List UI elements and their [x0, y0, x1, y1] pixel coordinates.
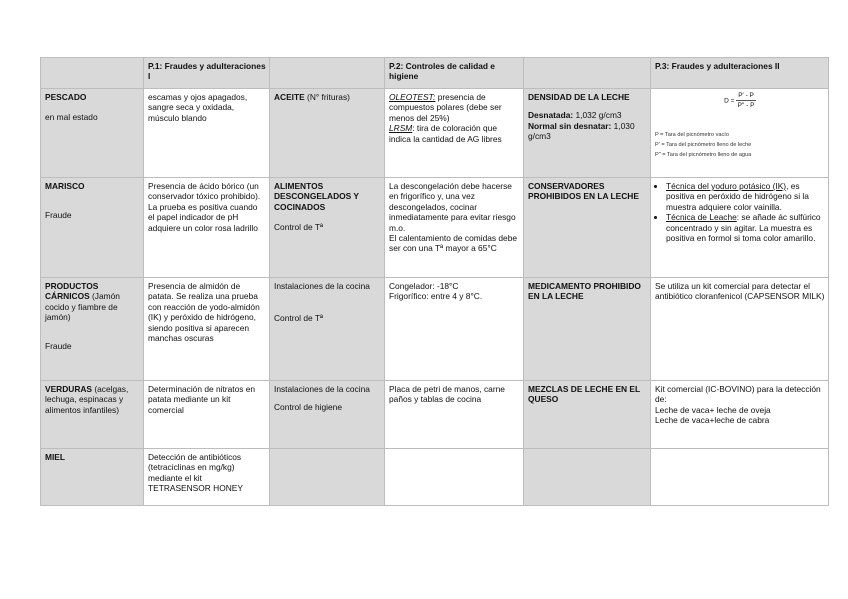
p3-cell [651, 89, 829, 178]
p2-text: Congelador: -18°C [389, 281, 459, 291]
product-name: MARISCO [45, 181, 85, 191]
oleotest-term: OLEOTEST: [389, 92, 436, 102]
practicas-table [40, 57, 829, 506]
header-p2: P.2: Controles de calidad e higiene [385, 58, 524, 89]
formula-legend [655, 130, 825, 160]
density-formula [655, 92, 825, 130]
p2-text: La descongelación debe hacerse en frigorífico y, una vez descongelados, cocinar inmediatamente para evitar riesgo m.o. [389, 181, 516, 233]
p3-text: Kit comercial (IC-BOVINO) para la detección de: [655, 384, 821, 405]
product-name: MIEL [45, 452, 66, 462]
table-row [41, 89, 829, 178]
formula-fraction [736, 92, 756, 110]
control-note: Control de Tª [274, 222, 324, 233]
density-skim-value: 1,032 g/cm3 [573, 110, 622, 121]
control-cell [270, 178, 385, 278]
tech-leache-term: Técnica de Leache [666, 212, 737, 223]
p2-cell [385, 89, 524, 178]
table-row [41, 278, 829, 381]
fraud-name: MEDICAMENTO PROHIBIDO EN LA LECHE [528, 281, 641, 302]
product-cell [41, 278, 144, 381]
fraud-cell [524, 381, 651, 449]
lrsm-text: : tira de coloración que indica la cantidad de AG libres [389, 123, 502, 144]
control-note: Control de Tª [274, 313, 324, 324]
p2-text-b: El calentamiento de comidas debe ser con una Tª mayor a 65°C [389, 233, 518, 254]
fraud-cell [524, 278, 651, 381]
header-row [41, 58, 829, 89]
control-note: (N° frituras) [307, 92, 350, 102]
header-p1: P.1: Fraudes y adulteraciones I [144, 58, 270, 89]
control-cell [270, 278, 385, 381]
header-empty-cell [41, 58, 144, 89]
lrsm-term: LRSM [389, 123, 413, 134]
empty-cell [270, 449, 385, 506]
control-name: ACEITE [274, 92, 305, 102]
product-name: PESCADO [45, 92, 87, 102]
table-row [41, 381, 829, 449]
tech-leache-text: : se añade ác sulfúrico concentrado y sin agitar. La muestra es positiva en formol si toma color amarillo. [666, 212, 821, 244]
product-paren: (acelgas, lechuga, espinacas y alimentos infantiles) [45, 384, 129, 415]
p1-cell: Presencia de ácido bórico (un conservador tóxico prohibido). La prueba es positiva cuando el papel indicador de pH adquiere un color rosa ladrillo [144, 178, 270, 278]
product-cell [41, 178, 144, 278]
product-paren: (Jamón cocido y fiambre de jamón) [45, 291, 120, 323]
table-row [41, 449, 829, 506]
formula-d: D = [724, 97, 735, 105]
control-name: ALIMENTOS DESCONGELADOS Y COCINADOS [274, 181, 359, 212]
technique-list [655, 181, 825, 243]
product-cell [41, 449, 144, 506]
control-cell [270, 381, 385, 449]
p3-cell [651, 381, 829, 449]
formula-denominator: P" - P [737, 102, 755, 109]
legend-item: P" = Tara del picnómetro lleno de agua [655, 152, 752, 158]
product-note: Fraude [45, 340, 72, 351]
control-note: Control de higiene [274, 402, 342, 413]
control-name: Instalaciones de la cocina [274, 384, 370, 394]
empty-cell [651, 449, 829, 506]
p1-cell: escamas y ojos apagados, sangre seca y oxidada, músculo blando [144, 89, 270, 178]
header-empty-cell [524, 58, 651, 89]
p3-cell: Se utiliza un kit comercial para detectar el antibiótico cloranfenicol (CAPSENSOR MILK) [651, 278, 829, 381]
fraud-name: DENSIDAD DE LA LECHE [528, 92, 630, 102]
p2-cell [385, 278, 524, 381]
p1-cell: Detección de antibióticos (tetraciclinas en mg/kg) mediante el kit TETRASENSOR HONEY [144, 449, 270, 506]
empty-cell [524, 449, 651, 506]
product-cell [41, 381, 144, 449]
header-empty-cell [270, 58, 385, 89]
p3-text-c: Leche de vaca+leche de cabra [655, 415, 770, 426]
p2-cell [385, 178, 524, 278]
list-item [666, 181, 825, 212]
control-cell [270, 89, 385, 178]
p2-cell: Placa de petri de manos, carne paños y tablas de cocina [385, 381, 524, 449]
product-name: VERDURAS [45, 384, 92, 394]
density-skim-label: Desnatada: [528, 110, 574, 121]
empty-cell [385, 449, 524, 506]
fraud-name: MEZCLAS DE LECHE EN EL QUESO [528, 384, 640, 405]
p3-text-b: Leche de vaca+ leche de oveja [655, 404, 771, 415]
p3-cell [651, 178, 829, 278]
product-cell [41, 89, 144, 178]
p2-text-b: Frigorífico: entre 4 y 8°C. [389, 291, 483, 302]
p1-cell: Presencia de almidón de patata. Se realiza una prueba con reacción de yodo-almidón (IK) y peróxido de hidrógeno, siendo positiva si aparecen manchas oscuras [144, 278, 270, 381]
product-note: Fraude [45, 210, 72, 221]
tech-ik-text: , es positiva en peróxido de hidrógeno si la muestra adquiere color vainilla. [666, 181, 809, 212]
p1-cell: Determinación de nitratos en patata mediante un kit comercial [144, 381, 270, 449]
oleotest-text: presencia de compuestos polares (debe ser menos del 25%) [389, 92, 502, 123]
legend-item: P = Tara del picnómetro vacío [655, 132, 729, 138]
fraud-cell [524, 89, 651, 178]
product-name: PRODUCTOS CÁRNICOS [45, 281, 99, 302]
formula-numerator: P' - P [738, 92, 754, 99]
control-name: Instalaciones de la cocina [274, 281, 370, 291]
density-whole-label: Normal sin desnatar: [528, 120, 612, 131]
header-p3: P.3: Fraudes y adulteraciones II [651, 58, 829, 89]
density-whole-value: 1,030 g/cm3 [528, 120, 635, 142]
tech-ik-term: Técnica del yoduro potásico (IK) [666, 181, 787, 191]
product-note: en mal estado [45, 112, 98, 123]
fraud-name: CONSERVADORES PROHIBIDOS EN LA LECHE [528, 181, 639, 202]
list-item [666, 212, 825, 243]
table-row [41, 178, 829, 278]
fraud-cell [524, 178, 651, 278]
legend-item: P' = Tara del picnómetro lleno de leche [655, 142, 752, 148]
